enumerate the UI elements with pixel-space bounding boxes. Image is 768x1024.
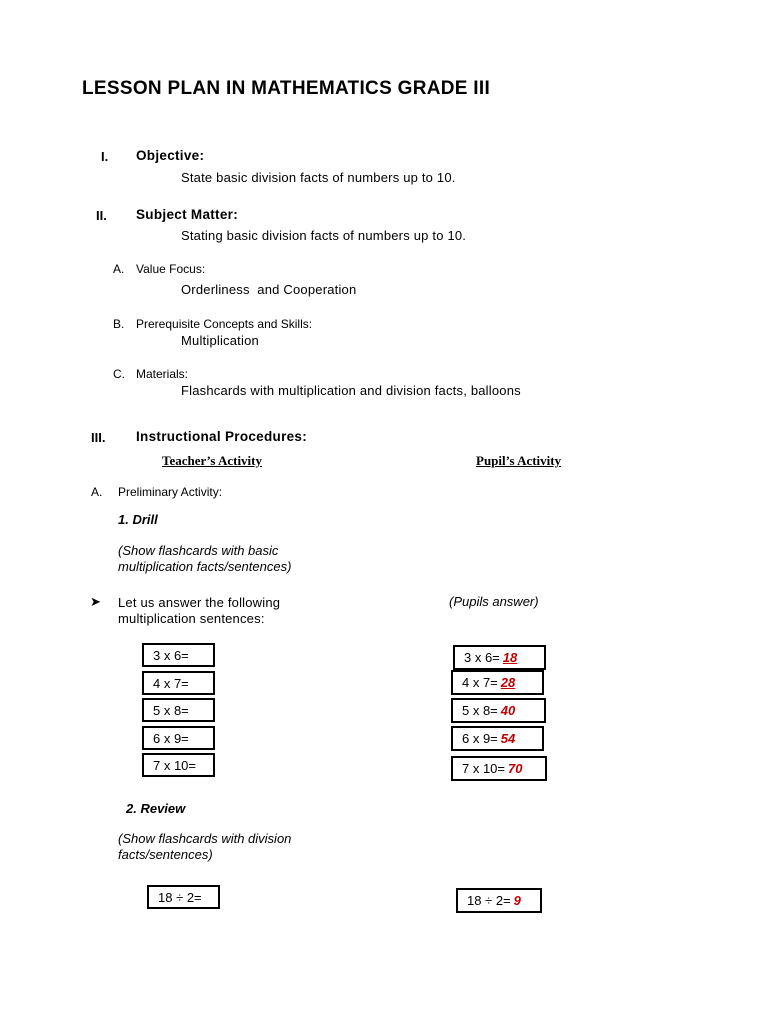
flashcard-question bbox=[142, 643, 215, 667]
flashcard-question-text: 4 x 7= bbox=[153, 675, 189, 691]
section-numeral-subject-matter: II. bbox=[96, 208, 107, 223]
drill-instruction-line2: multiplication sentences: bbox=[118, 611, 265, 626]
flashcard-answer-question: 3 x 6= bbox=[464, 650, 500, 665]
procedures-heading: Instructional Procedures: bbox=[136, 429, 308, 444]
subject-matter-heading: Subject Matter: bbox=[136, 207, 239, 222]
flashcard-answer-value: 54 bbox=[500, 731, 516, 746]
drill-note-line2: multiplication facts/sentences) bbox=[118, 559, 292, 574]
value-focus-text: Orderliness and Cooperation bbox=[181, 282, 357, 297]
subject-matter-text: Stating basic division facts of numbers up to 10. bbox=[181, 228, 467, 243]
preliminary-letter: A. bbox=[91, 485, 103, 499]
prerequisite-label: Prerequisite Concepts and Skills: bbox=[136, 317, 313, 331]
drill-note-line1: (Show flashcards with basic bbox=[118, 543, 279, 558]
arrow-bullet-icon: ➤ bbox=[90, 594, 101, 609]
flashcard-answer-question: 4 x 7= bbox=[462, 675, 498, 690]
flashcard-answer-question: 6 x 9= bbox=[462, 731, 498, 746]
pupils-answer-note: (Pupils answer) bbox=[449, 594, 539, 609]
flashcard-answer bbox=[451, 670, 544, 695]
teacher-activity-column-heading: Teacher’s Activity bbox=[162, 453, 263, 468]
pupil-activity-column-heading: Pupil’s Activity bbox=[476, 453, 562, 468]
review-note-line2: facts/sentences) bbox=[118, 847, 213, 862]
flashcard-answer bbox=[451, 726, 544, 751]
objective-text: State basic division facts of numbers up to 10. bbox=[181, 170, 456, 185]
flashcard-answer bbox=[453, 645, 546, 670]
preliminary-label: Preliminary Activity: bbox=[118, 485, 223, 499]
materials-text: Flashcards with multiplication and division facts, balloons bbox=[181, 383, 521, 398]
flashcard-question-text: 6 x 9= bbox=[153, 730, 189, 746]
drill-heading: 1. Drill bbox=[118, 512, 158, 527]
review-flashcard-answer bbox=[456, 888, 542, 913]
item-letter-b: B. bbox=[113, 317, 125, 331]
page-title: LESSON PLAN IN MATHEMATICS GRADE III bbox=[82, 78, 491, 99]
item-letter-c: C. bbox=[113, 367, 125, 381]
flashcard-question-text: 7 x 10= bbox=[153, 757, 197, 773]
objective-heading: Objective: bbox=[136, 148, 205, 163]
value-focus-label: Value Focus: bbox=[136, 262, 206, 276]
item-letter-a: A. bbox=[113, 262, 125, 276]
materials-label: Materials: bbox=[136, 367, 189, 381]
flashcard-answer-value: 28 bbox=[500, 675, 516, 690]
review-flashcard-question-text: 18 ÷ 2= bbox=[158, 889, 202, 905]
flashcard-question bbox=[142, 671, 215, 695]
review-note-line1: (Show flashcards with division bbox=[118, 831, 292, 846]
review-flashcard-answer-question: 18 ÷ 2= bbox=[467, 893, 511, 908]
flashcard-question bbox=[142, 753, 215, 777]
flashcard-answer-question: 7 x 10= bbox=[462, 761, 506, 776]
flashcard-answer-value: 40 bbox=[500, 703, 516, 718]
review-flashcard-answer-value: 9 bbox=[513, 893, 521, 908]
flashcard-question-text: 5 x 8= bbox=[153, 702, 189, 718]
flashcard-question-text: 3 x 6= bbox=[153, 647, 189, 663]
flashcard-answer-value: 70 bbox=[508, 761, 523, 776]
flashcard-question bbox=[142, 726, 215, 750]
section-numeral-objective: I. bbox=[101, 149, 109, 164]
flashcard-answer-question: 5 x 8= bbox=[462, 703, 498, 718]
review-heading: 2. Review bbox=[126, 801, 186, 816]
flashcard-answer-value: 18 bbox=[502, 650, 518, 665]
flashcard-answer bbox=[451, 698, 546, 723]
prerequisite-text: Multiplication bbox=[181, 333, 259, 348]
section-numeral-procedures: III. bbox=[91, 430, 106, 445]
flashcard-question bbox=[142, 698, 215, 722]
review-flashcard-question bbox=[147, 885, 220, 909]
drill-instruction-line1: Let us answer the following bbox=[118, 595, 281, 610]
flashcard-answer bbox=[451, 756, 547, 781]
